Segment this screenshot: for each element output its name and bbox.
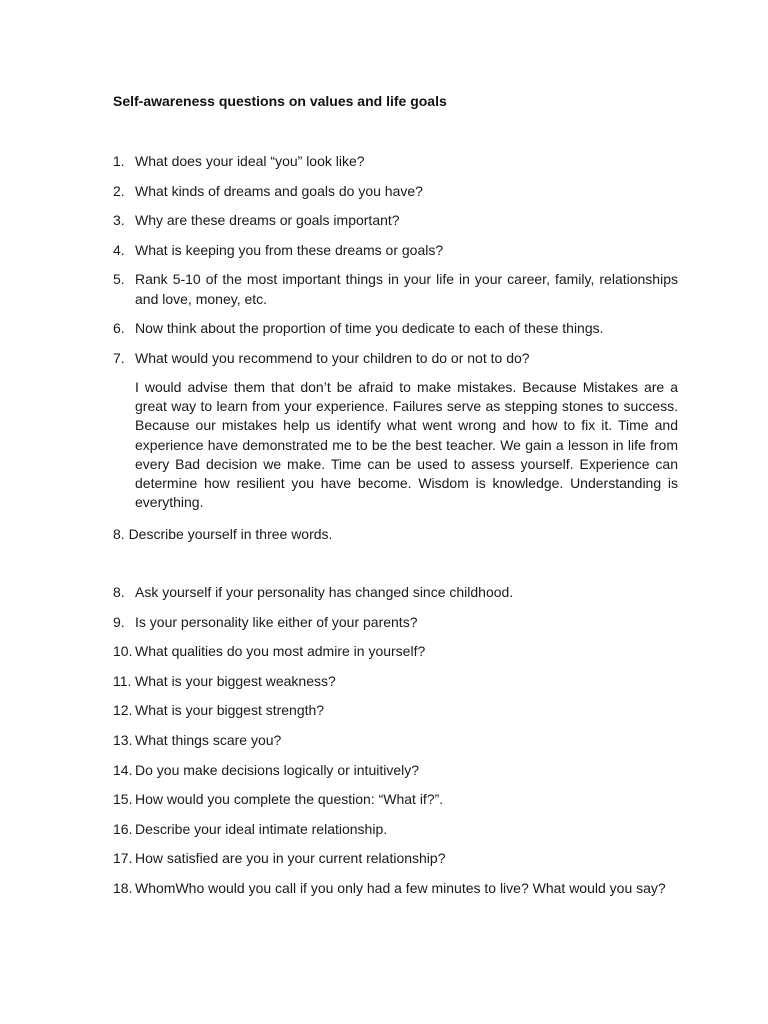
- list-text: Why are these dreams or goals important?: [135, 212, 400, 228]
- list-item: [113, 731, 678, 751]
- list-item: [113, 672, 678, 692]
- list-number: 12.: [113, 702, 133, 718]
- list-item: [113, 761, 678, 781]
- list-number: 11.: [113, 673, 132, 689]
- list-text: Do you make decisions logically or intuitively?: [135, 762, 420, 778]
- list-number: 2.: [113, 183, 125, 199]
- list-number: 17.: [113, 850, 133, 866]
- list-text: What is keeping you from these dreams or goals?: [135, 242, 444, 258]
- list-number: 9.: [113, 614, 125, 630]
- list-text: Describe your ideal intimate relationship.: [135, 821, 388, 837]
- list-text: What qualities do you most admire in yourself?: [135, 643, 426, 659]
- list-number: 15.: [113, 791, 133, 807]
- plain-list-item: 8. Describe yourself in three words.: [113, 526, 333, 542]
- list-number: 4.: [113, 242, 125, 258]
- list-item: [113, 349, 678, 369]
- list-number: 6.: [113, 320, 125, 336]
- list-item: [113, 879, 678, 899]
- list-item: [113, 182, 678, 202]
- list-number: 18.: [113, 880, 133, 896]
- list-item: [113, 820, 678, 840]
- list-number: 16.: [113, 821, 133, 837]
- list-number: 1.: [113, 153, 125, 169]
- list-item: [113, 583, 678, 603]
- list-text: Is your personality like either of your parents?: [135, 614, 418, 630]
- list-number: 14.: [113, 762, 133, 778]
- list-number: 10.: [113, 643, 133, 659]
- answer-paragraph: I would advise them that don’t be afraid to make mistakes. Because Mistakes are a great way to learn from your experience. Failures serve as stepping stones to success. Because our mistakes help us identify what went wrong and how to fix it. Time and experience have demonstrated me to be the best teacher. We gain a lesson in life from every Bad decision we make. Time can be used to assess yourself. Experience can determine how resilient you have become. Wisdom is knowledge. Understanding is everything.: [135, 379, 678, 511]
- list-item: [113, 613, 678, 633]
- list-number: 8.: [113, 584, 125, 600]
- list-item: [113, 211, 678, 231]
- list-number: 13.: [113, 732, 133, 748]
- list-text: Now think about the proportion of time you dedicate to each of these things.: [135, 320, 604, 336]
- list-text: How would you complete the question: “What if?”.: [135, 791, 444, 807]
- list-item: [113, 790, 678, 810]
- list-item: [113, 849, 678, 869]
- list-text: What does your ideal “you” look like?: [135, 153, 365, 169]
- document-title: Self-awareness questions on values and life goals: [113, 93, 447, 109]
- list-item: [113, 152, 678, 172]
- list-number: 5.: [113, 271, 125, 287]
- list-text: What would you recommend to your children to do or not to do?: [135, 350, 530, 366]
- list-text: What is your biggest weakness?: [135, 673, 336, 689]
- list-item: [113, 642, 678, 662]
- list-item: [113, 319, 678, 339]
- list-number: 7.: [113, 350, 125, 366]
- list-text: How satisfied are you in your current relationship?: [135, 850, 446, 866]
- list-text: What kinds of dreams and goals do you have?: [135, 183, 423, 199]
- list-number: 3.: [113, 212, 125, 228]
- list-item: [113, 701, 678, 721]
- list-item: [113, 241, 678, 261]
- list-text: What things scare you?: [135, 732, 282, 748]
- list-text: Rank 5-10 of the most important things in your life in your career, family, relationships and love, money, etc.: [135, 271, 678, 307]
- list-text: WhomWho would you call if you only had a few minutes to live? What would you say?: [135, 880, 666, 896]
- list-text: Ask yourself if your personality has changed since childhood.: [135, 584, 514, 600]
- list-text: What is your biggest strength?: [135, 702, 325, 718]
- list-item: [113, 270, 678, 309]
